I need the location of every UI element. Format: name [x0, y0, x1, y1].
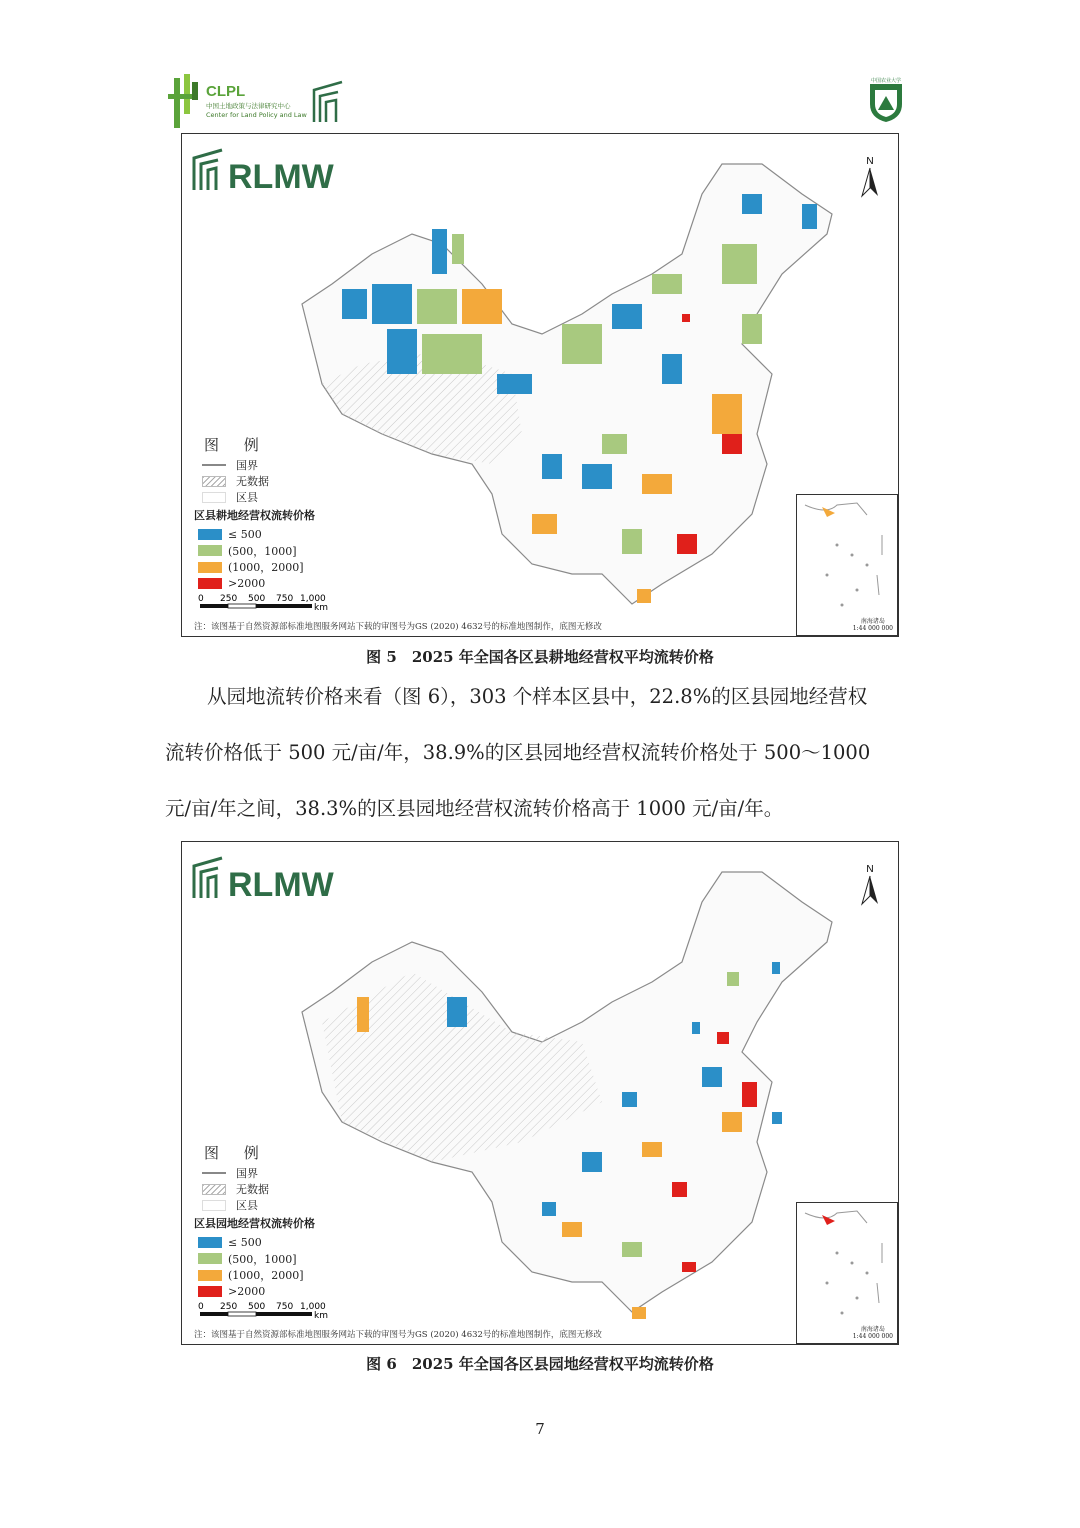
class-label: ≤ 500	[228, 1235, 262, 1249]
cropland-price-map	[181, 133, 899, 637]
rlmw-mark-icon	[314, 82, 342, 122]
inset-islands	[797, 495, 897, 635]
boundary-line-swatch	[202, 464, 226, 466]
class-label: (1000，2000]	[228, 1269, 304, 1283]
rlmw-logo-icon	[194, 150, 222, 190]
class-label: (500，1000]	[228, 1252, 297, 1266]
figure-6-caption: 图 6 2025 年全国各区县园地经营权平均流转价格	[366, 1355, 714, 1373]
scale-label: 250	[220, 594, 238, 604]
scale-label: 750	[276, 594, 294, 604]
class-swatch-gt2000	[198, 1286, 222, 1297]
orchard-price-map	[181, 841, 899, 1345]
figure-5-caption: 图 5 2025 年全国各区县耕地经营权平均流转价格	[366, 648, 714, 666]
county-swatch	[202, 492, 226, 503]
map1-legend-subtitle: 区县耕地经营权流转价格	[194, 509, 315, 522]
map2-north-label: N	[866, 864, 874, 875]
legend-county: 区县	[236, 1199, 258, 1212]
map1-legend	[194, 434, 384, 592]
map2-brand-text: RLMW	[228, 866, 334, 900]
class-swatch-le500	[198, 1237, 222, 1248]
scale-label: 500	[248, 594, 266, 604]
map2-brand	[190, 854, 350, 900]
scale-label: 0	[198, 1302, 204, 1312]
map2-south-sea-inset	[796, 1202, 898, 1344]
legend-county: 区县	[236, 491, 258, 504]
inset-scale: 1:44 000 000	[852, 1333, 893, 1340]
class-label: (1000，2000]	[228, 561, 304, 575]
map1-south-sea-inset	[796, 494, 898, 636]
body-paragraph-line-2: 流转价格低于 500 元/亩/年，38.9%的区县园地经营权流转价格处于 500～1000	[165, 741, 871, 764]
map1-north-arrow-icon	[858, 154, 882, 200]
body-paragraph-line-1: 从园地流转价格来看（图 6），303 个样本区县中，22.8%的区县园地经营权	[207, 685, 868, 708]
class-swatch-500-1000	[198, 545, 222, 556]
class-swatch-gt2000	[198, 578, 222, 589]
university-name: 中国农业大学	[870, 78, 902, 84]
hatch-swatch	[202, 1184, 226, 1195]
scale-unit: km	[314, 603, 328, 613]
map2-legend-subtitle: 区县园地经营权流转价格	[194, 1217, 315, 1230]
page-number: 7	[535, 1420, 545, 1438]
inset-islands	[797, 1203, 897, 1343]
class-label: >2000	[228, 1285, 266, 1299]
clpl-emblem-icon	[168, 74, 198, 128]
inset-scale: 1:44 000 000	[852, 625, 893, 632]
clpl-logo	[168, 72, 348, 130]
map2-scale-bar	[196, 1300, 346, 1322]
class-swatch-le500	[198, 529, 222, 540]
inset-label-name: 南海诸岛	[860, 618, 885, 625]
map1-legend-title: 图 例	[204, 436, 269, 454]
class-swatch-500-1000	[198, 1253, 222, 1264]
scale-label: 1,000	[300, 594, 326, 604]
map2-legend	[194, 1142, 384, 1300]
cau-emblem	[866, 76, 906, 124]
body-paragraph-line-3: 元/亩/年之间，38.3%的区县园地经营权流转价格高于 1000 元/亩/年。	[165, 797, 784, 820]
legend-no-data: 无数据	[236, 475, 269, 488]
scale-label: 0	[198, 594, 204, 604]
map1-scale-bar	[196, 592, 346, 614]
rlmw-logo-icon	[194, 858, 222, 898]
legend-boundary: 国界	[236, 459, 258, 472]
clpl-en-name: Center for Land Policy and Law	[206, 111, 307, 119]
boundary-line-swatch	[202, 1172, 226, 1174]
class-swatch-1000-2000	[198, 562, 222, 573]
scale-label: 750	[276, 1302, 294, 1312]
class-label: ≤ 500	[228, 527, 262, 541]
scale-label: 500	[248, 1302, 266, 1312]
scale-label: 250	[220, 1302, 238, 1312]
inset-label	[853, 618, 893, 632]
map2-north-arrow-icon	[858, 862, 882, 908]
class-label: >2000	[228, 577, 266, 591]
inset-label	[853, 1326, 893, 1340]
scale-unit: km	[314, 1311, 328, 1321]
scale-label: 1,000	[300, 1302, 326, 1312]
class-label: (500，1000]	[228, 544, 297, 558]
inset-label-name: 南海诸岛	[860, 1326, 885, 1333]
map1-brand	[190, 146, 350, 192]
class-swatch-1000-2000	[198, 1270, 222, 1281]
map2-note: 注：该图基于自然资源部标准地图服务网站下载的审图号为GS (2020) 4632号的标准地图制作，底图无修改	[194, 1330, 602, 1340]
map1-brand-text: RLMW	[228, 158, 334, 192]
hatch-swatch	[202, 476, 226, 487]
university-shield-icon	[870, 84, 902, 122]
map1-north-label: N	[866, 156, 874, 167]
map2-legend-title: 图 例	[204, 1144, 269, 1162]
legend-boundary: 国界	[236, 1167, 258, 1180]
county-swatch	[202, 1200, 226, 1211]
clpl-title: CLPL	[206, 83, 246, 100]
legend-no-data: 无数据	[236, 1183, 269, 1196]
map1-note: 注：该图基于自然资源部标准地图服务网站下载的审图号为GS (2020) 4632号的标准地图制作，底图无修改	[194, 622, 602, 632]
clpl-cn-name: 中国土地政策与法律研究中心	[206, 102, 291, 110]
